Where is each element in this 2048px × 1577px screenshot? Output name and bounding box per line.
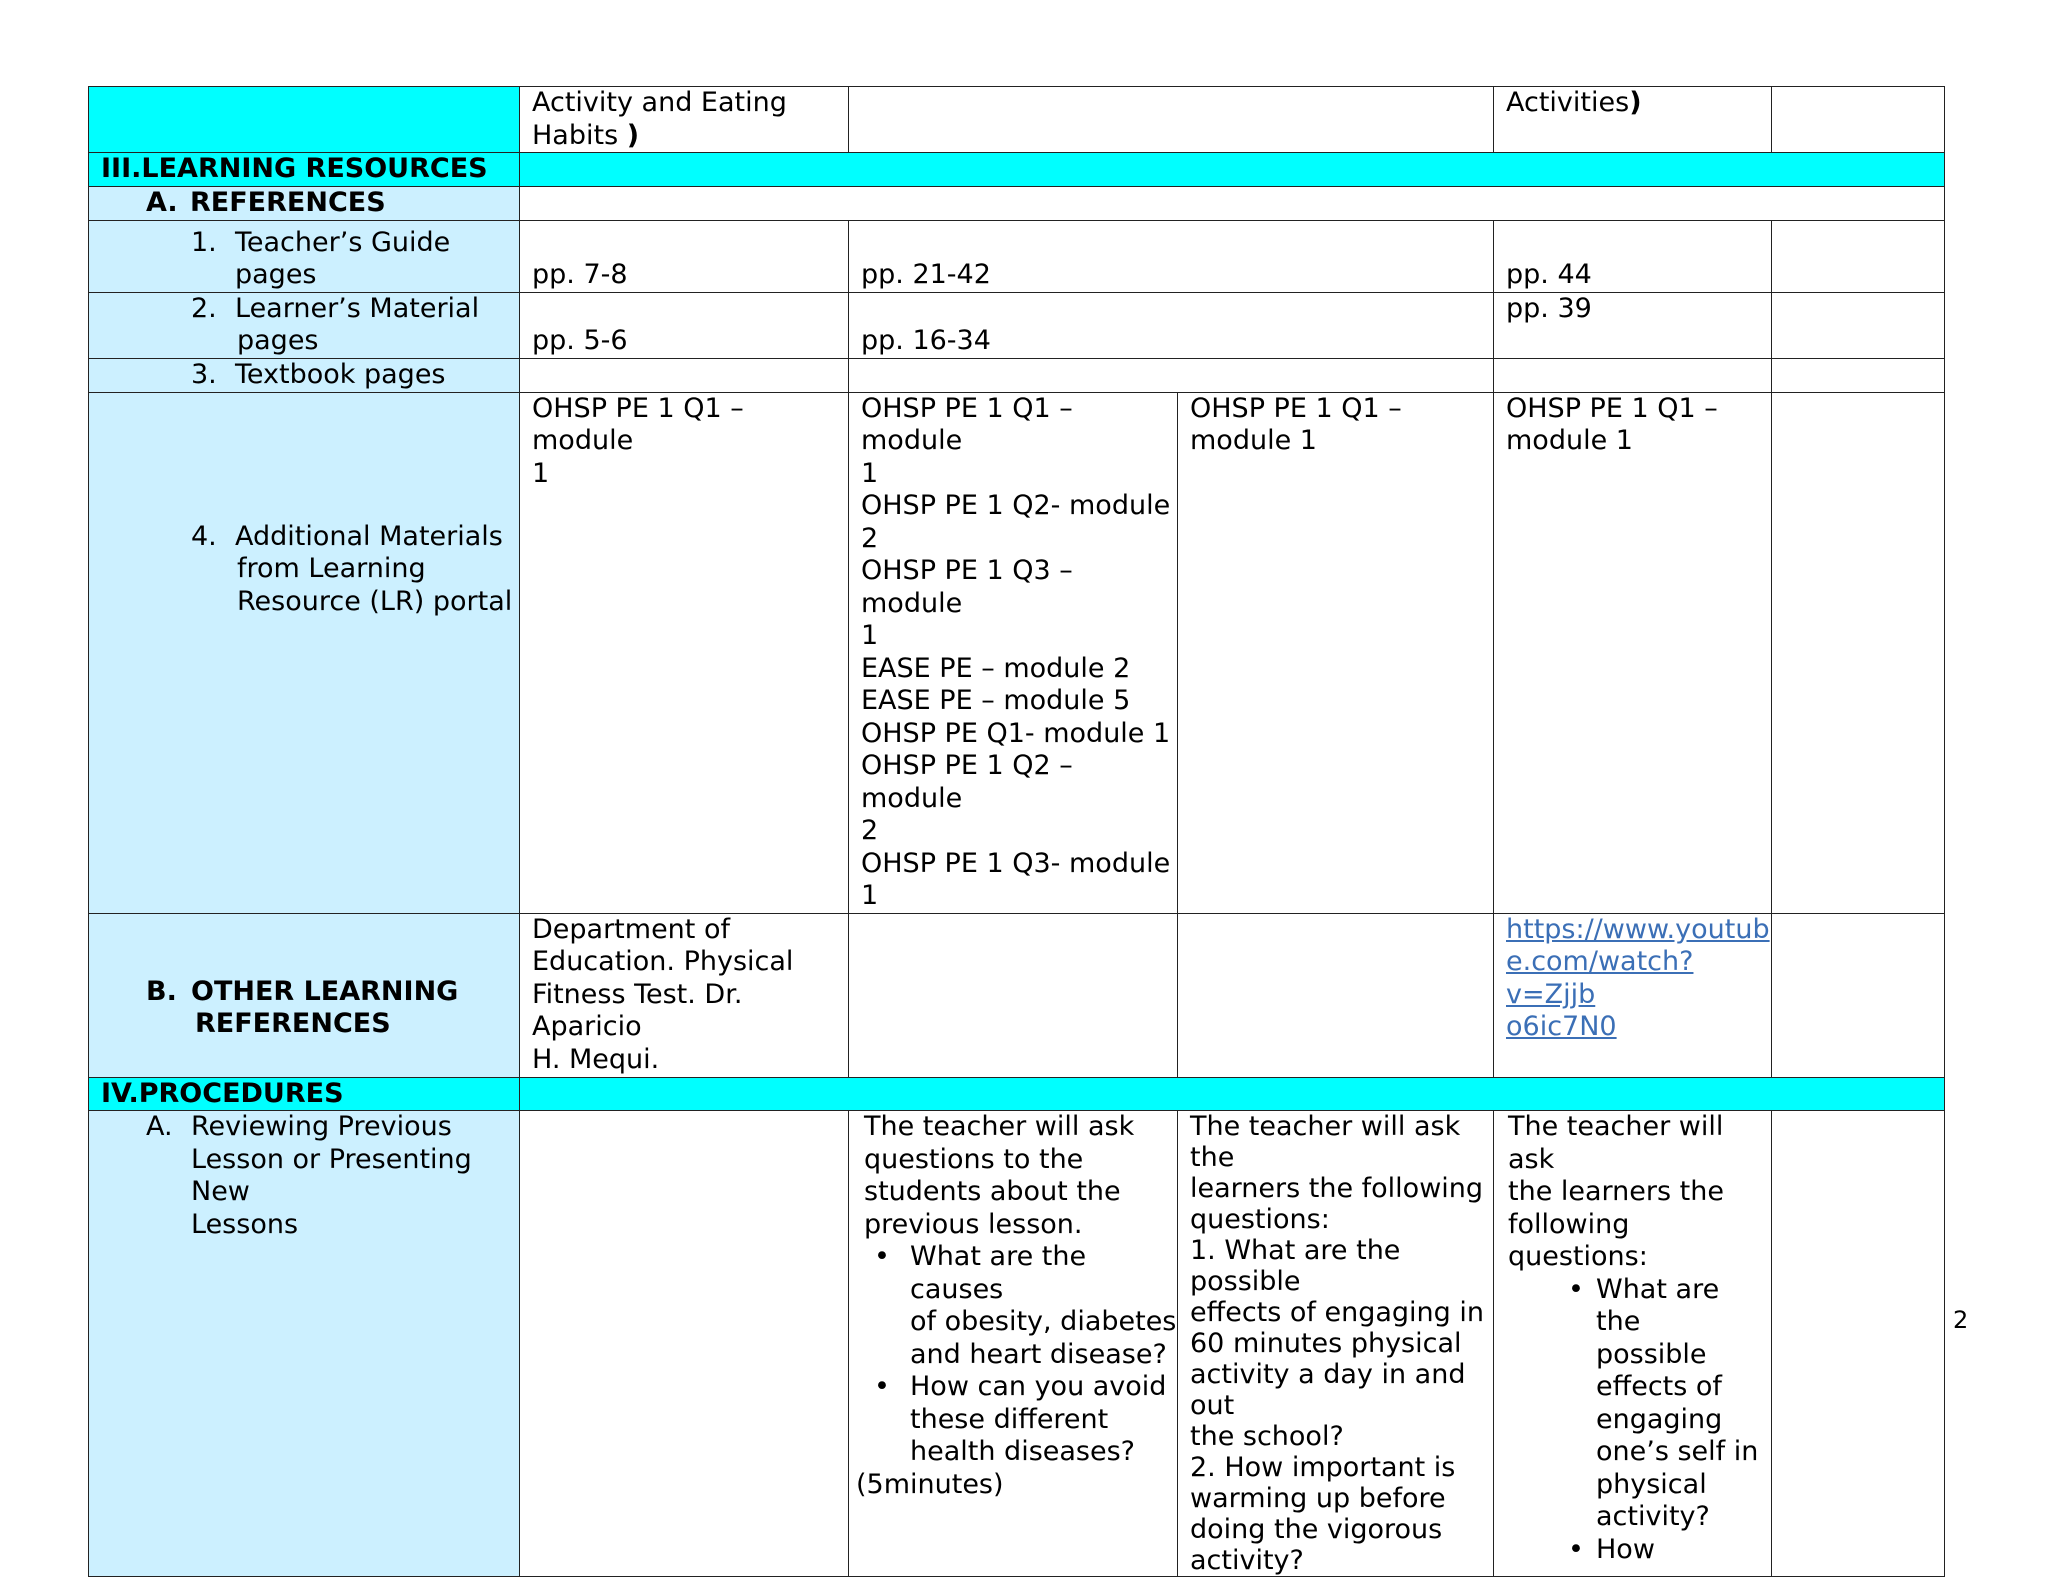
learning-resources-heading: III.LEARNING RESOURCES (89, 153, 520, 187)
list-item: • How (1508, 1534, 1771, 1567)
reviewing-col4-bullets (1508, 1274, 1771, 1567)
textbook-label: Textbook pages (235, 358, 446, 390)
additional-materials-row: 4. Additional Materials from Learning Resource (LR) portal OHSP PE 1 Q1 – module 1 OHSP PE 1 Q1 – module 1 OHSP PE 1 Q2- module 2 OHSP PE 1 Q3 – module 1 EASE PE – module 2 EASE PE – module 5 OHSP PE Q1- module 1 OHSP PE 1 Q2 – module 2 OHSP PE 1 Q3- module 1 OHSP PE 1 Q1 – module 1 OHSP PE 1 Q1 – module 1 (89, 392, 1945, 913)
reviewing-col3: The teacher will ask the learners the following questions: 1. What are the possible effects of engaging in 60 minutes physical activity a day in and out the school? 2. How important is warming up before doing the vigorous activity? (1178, 1111, 1494, 1577)
additional-materials-col2: OHSP PE 1 Q1 – module 1 OHSP PE 1 Q2- module 2 OHSP PE 1 Q3 – module 1 EASE PE – module 2 EASE PE – module 5 OHSP PE Q1- module 1 OHSP PE 1 Q2 – module 2 OHSP PE 1 Q3- module 1 (849, 392, 1178, 913)
list-item: • How can you avoid these different health diseases? (864, 1371, 1177, 1469)
teachers-guide-col2: pp. 21-42 (849, 220, 1494, 292)
additional-materials-col3: OHSP PE 1 Q1 – module 1 (1178, 392, 1494, 913)
references-heading: REFERENCES (190, 186, 386, 218)
teachers-guide-col3: pp. 44 (1494, 220, 1772, 292)
reviewing-col2-bullets (864, 1241, 1177, 1469)
additional-materials-col1: OHSP PE 1 Q1 – module 1 (520, 392, 849, 913)
reviewing-row: A. Reviewing Previous Lesson or Presenting New Lessons The teacher will ask questions to the students about the previous lesson. • What are the causes of obesity, diabetes and heart disease? • How can you avoid these different health diseases? (5minutes) The teacher will ask the learners the following questions: 1. What are the possible effects of engaging in 60 minutes physical activity a day in and out the school? 2. How important is warming up before doing the vigorous activity? The teacher will ask the learners the following questions: • What are the possible effects of engaging one’s self in physical activity? • How (89, 1111, 1945, 1577)
teachers-guide-row: 1. Teacher’s Guide pages pp. 7-8 pp. 21-42 pp. 44 (89, 220, 1945, 292)
other-references-col1: Department of Education. Physical Fitness Test. Dr. Aparicio H. Mequi. (520, 913, 849, 1077)
list-item: • What are the causes of obesity, diabetes and heart disease? (864, 1241, 1177, 1371)
reviewing-time: (5minutes) (856, 1468, 1004, 1500)
reviewing-col2: The teacher will ask questions to the students about the previous lesson. • What are the causes of obesity, diabetes and heart disease? • How can you avoid these different health diseases? (5minutes) (849, 1111, 1178, 1577)
learners-material-row: 2. Learner’s Material pages pp. 5-6 pp. 16-34 pp. 39 (89, 292, 1945, 358)
list-item: • What are the possible effects of engaging one’s self in physical activity? (1508, 1274, 1771, 1534)
page-number: 2 (1953, 1306, 1969, 1334)
procedures-header-row (89, 1077, 1945, 1111)
additional-materials-label: Additional Materials from Learning Resource (LR) portal (235, 520, 513, 617)
learners-material-col3: pp. 39 (1494, 292, 1772, 358)
procedures-heading: IV.PROCEDURES (89, 1077, 520, 1111)
teachers-guide-label: Teacher’s Guide pages (235, 226, 451, 290)
reviewing-label: Reviewing Previous Lesson or Presenting New Lessons (191, 1111, 472, 1240)
references-row: A. REFERENCES (89, 186, 1945, 220)
learning-resources-header-row (89, 153, 1945, 187)
teachers-guide-col1: pp. 7-8 (520, 220, 849, 292)
other-references-row: B. OTHER LEARNING REFERENCES Department of Education. Physical Fitness Test. Dr. Aparicio H. Mequi. https://www.youtub e.com/watch?v=Zjjb o6ic7N0 (89, 913, 1945, 1077)
continued-cell-1: Activity and Eating Habits ) (520, 87, 849, 153)
textbook-row: 3. Textbook pages (89, 358, 1945, 392)
reviewing-col4: The teacher will ask the learners the following questions: • What are the possible effects of engaging one’s self in physical activity? • How (1494, 1111, 1772, 1577)
youtube-link[interactable]: https://www.youtub e.com/watch?v=Zjjb o6ic7N0 (1506, 913, 1770, 1042)
continued-row (89, 87, 1945, 153)
continued-cell-3: Activities) (1494, 87, 1772, 153)
other-references-label: OTHER LEARNING REFERENCES (191, 975, 459, 1039)
learners-material-col1: pp. 5-6 (520, 292, 849, 358)
additional-materials-col4: OHSP PE 1 Q1 – module 1 (1494, 392, 1772, 913)
learners-material-col2: pp. 16-34 (849, 292, 1494, 358)
lesson-plan-table (88, 86, 1945, 1577)
